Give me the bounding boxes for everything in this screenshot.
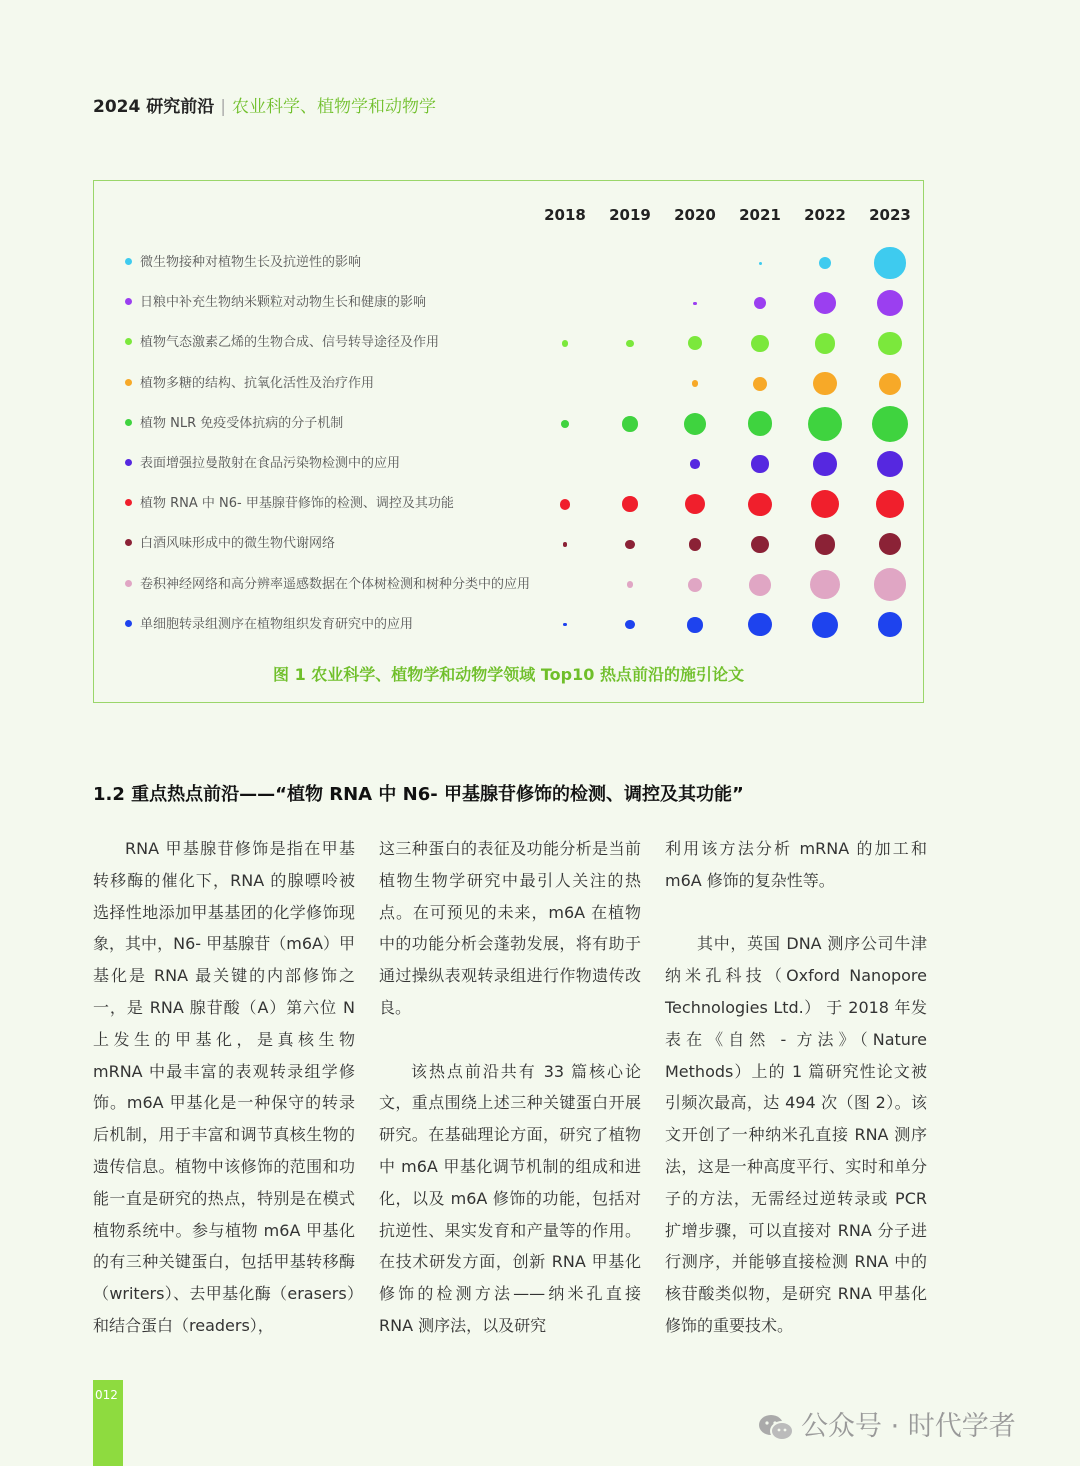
- row-label-text: 植物气态激素乙烯的生物合成、信号转导途径及作用: [140, 335, 440, 351]
- bubble: [685, 494, 705, 514]
- bubble: [877, 451, 904, 478]
- bubble: [810, 570, 840, 600]
- row-label: [125, 494, 454, 514]
- bubble: [879, 533, 901, 555]
- paragraph-2-continued-text: 利用该方法分析 mRNA 的加工和 m6A 修饰的复杂性等。: [665, 839, 927, 890]
- year-label-2022: 2022: [804, 206, 846, 224]
- row-label-text: 日粮中补充生物纳米颗粒对动物生长和健康的影响: [140, 295, 427, 311]
- year-label-2019: 2019: [609, 206, 651, 224]
- page-number: 012: [95, 1388, 118, 1402]
- bubble: [879, 373, 901, 395]
- row-marker: [125, 499, 132, 506]
- bubble: [815, 333, 835, 353]
- row-label: [125, 615, 413, 635]
- bubble: [751, 455, 768, 472]
- body-paragraph-2-continued: [665, 833, 927, 897]
- bubble: [872, 406, 908, 442]
- bubble: [563, 542, 568, 547]
- bubble: [562, 340, 568, 346]
- row-label: [125, 333, 439, 353]
- header-domain: 农业科学、植物学和动物学: [231, 97, 436, 117]
- row-label: [125, 534, 335, 554]
- bubble: [625, 620, 634, 629]
- bubble: [754, 297, 766, 309]
- body-paragraph-1-continued: [379, 833, 641, 1024]
- header-separator: |: [220, 97, 226, 117]
- row-label-text: 白酒风味形成中的微生物代谢网络: [140, 536, 336, 552]
- row-label-text: 微生物接种对植物生长及抗逆性的影响: [140, 255, 362, 270]
- bubble: [622, 416, 638, 432]
- row-label: [125, 414, 343, 434]
- row-label-text: 单细胞转录组测序在植物组织发育研究中的应用: [140, 616, 414, 632]
- bubble: [687, 617, 703, 633]
- bubble: [877, 290, 904, 317]
- paragraph-2-text: 该热点前沿共有 33 篇核心论文，重点围绕上述三种关键蛋白开展研究。在基础理论方面，研究了植物中 m6A 甲基化调节机制的组成和进化，以及 m6A 修饰的功能，包括对抗逆性、果实发育和产量等的作用。在技术研发方面，创新 RNA 甲基化修饰的检测方法——纳米孔直接 RNA 测序法，以及研究: [379, 1061, 641, 1335]
- bubble: [813, 452, 836, 475]
- row-label-text: 植物多糖的结构、抗氧化活性及治疗作用: [140, 375, 375, 391]
- bubble: [814, 292, 836, 314]
- paragraph-1-continued-text: 这三种蛋白的表征及功能分析是当前植物生物学研究中最引人关注的热点。在可预见的未来，m6A 在植物中的功能分析会蓬勃发展，将有助于通过操纵表观转录组进行作物遗传改良。: [379, 839, 641, 1017]
- bubble: [625, 540, 634, 549]
- bubble: [876, 490, 904, 518]
- bubble: [759, 262, 762, 265]
- bubble: [684, 413, 706, 435]
- bubble: [751, 335, 768, 352]
- bubble: [693, 302, 696, 305]
- bubble: [748, 493, 771, 516]
- body-paragraph-2: [379, 1056, 641, 1342]
- header-year: 2024 研究前沿: [93, 97, 215, 117]
- row-label-text: 卷积神经网络和高分辨率遥感数据在个体树检测和树种分类中的应用: [140, 576, 531, 592]
- bubble: [811, 490, 839, 518]
- body-paragraph-3: [665, 928, 927, 1341]
- bubble: [751, 536, 768, 553]
- row-label: [125, 293, 426, 313]
- bubble: [622, 496, 638, 512]
- row-label-text: 植物 NLR 免疫受体抗病的分子机制: [140, 415, 344, 431]
- bubble: [748, 411, 773, 436]
- bubble: [812, 612, 839, 639]
- bubble: [688, 578, 702, 592]
- body-paragraph-1: [93, 833, 355, 1342]
- row-label: [125, 454, 400, 474]
- row-marker: [125, 580, 132, 587]
- row-marker: [125, 258, 132, 265]
- bubble: [749, 574, 771, 596]
- bubble: [819, 257, 831, 269]
- bubble: [688, 336, 702, 350]
- watermark: [757, 1404, 1016, 1443]
- body-column-2: [379, 833, 641, 1342]
- bubble: [753, 377, 767, 391]
- bubble: [813, 372, 836, 395]
- row-label: [125, 374, 374, 394]
- year-label-2018: 2018: [544, 206, 586, 224]
- running-header: [93, 92, 436, 117]
- year-label-2021: 2021: [739, 206, 781, 224]
- row-marker: [125, 379, 132, 386]
- figure-caption: 图 1 农业科学、植物学和动物学领域 Top10 热点前沿的施引论文: [273, 665, 744, 684]
- bubble: [690, 459, 699, 468]
- section-title: 1.2 重点热点前沿——“植物 RNA 中 N6- 甲基腺苷修饰的检测、调控及其功能”: [93, 784, 744, 805]
- figure-1-bubble-chart: [93, 180, 924, 703]
- row-marker: [125, 459, 132, 466]
- watermark-text: 公众号 · 时代学者: [801, 1411, 1016, 1442]
- year-label-2020: 2020: [674, 206, 716, 224]
- bubble: [808, 407, 842, 441]
- bubble: [560, 499, 571, 510]
- row-marker: [125, 338, 132, 345]
- bubble: [692, 380, 698, 386]
- bubble: [878, 612, 903, 637]
- bubble: [748, 613, 771, 636]
- row-label-text: 表面增强拉曼散射在食品污染物检测中的应用: [140, 456, 401, 471]
- paragraph-1-text: RNA 甲基腺苷修饰是指在甲基转移酶的催化下，RNA 的腺嘌呤被选择性地添加甲基基团的化学修饰现象，其中，N6- 甲基腺苷（m6A）甲基化是 RNA 最关键的内部修饰之一，是 RNA 腺苷酸（A）第六位 N 上发生的甲基化，是真核生物 mRNA 中最丰富的表观转录组学修饰。m6A 甲基化是一种保守的转录后机制，用于丰富和调节真核生物的遗传信息。植物中该修饰的范围和功能一直是研究的热点，特别是在模式植物系统中。参与植物 m6A 甲基化的有三种关键蛋白，包括甲基转移酶（writers）、去甲基化酶（erasers）和结合蛋白（readers），: [93, 839, 355, 1335]
- row-label: [125, 575, 530, 595]
- row-marker: [125, 419, 132, 426]
- bubble: [815, 534, 835, 554]
- bubble: [878, 332, 901, 355]
- bubble: [563, 623, 566, 626]
- bubble: [689, 538, 701, 550]
- body-column-1: [93, 833, 355, 1342]
- bubble: [626, 340, 634, 348]
- row-marker: [125, 539, 132, 546]
- row-marker: [125, 620, 132, 627]
- wechat-icon: [757, 1413, 795, 1443]
- paragraph-3-text: 其中，英国 DNA 测序公司牛津纳米孔科技（Oxford Nanopore Technologies Ltd.） 于 2018 年发表在《自然 - 方法》（Nature Methods）上的 1 篇研究性论文被引频次最高，达 494 次（图 2）。该文开创了一种纳米孔直接 RNA 测序法，这是一种高度平行、实时和单分子的方法，无需经过逆转录或 PCR 扩增步骤，可以直接对 RNA 分子进行测序，并能够直接检测 RNA 中的核苷酸类似物，是研究 RNA 甲基化修饰的重要技术。: [665, 934, 927, 1335]
- bubble: [874, 247, 905, 278]
- bubble: [627, 581, 633, 587]
- bubble: [561, 420, 569, 428]
- row-label-text: 植物 RNA 中 N6- 甲基腺苷修饰的检测、调控及其功能: [140, 496, 454, 512]
- year-label-2023: 2023: [869, 206, 911, 224]
- body-column-3: [665, 833, 927, 1342]
- row-label: [125, 253, 361, 273]
- row-marker: [125, 298, 132, 305]
- bubble: [874, 568, 907, 601]
